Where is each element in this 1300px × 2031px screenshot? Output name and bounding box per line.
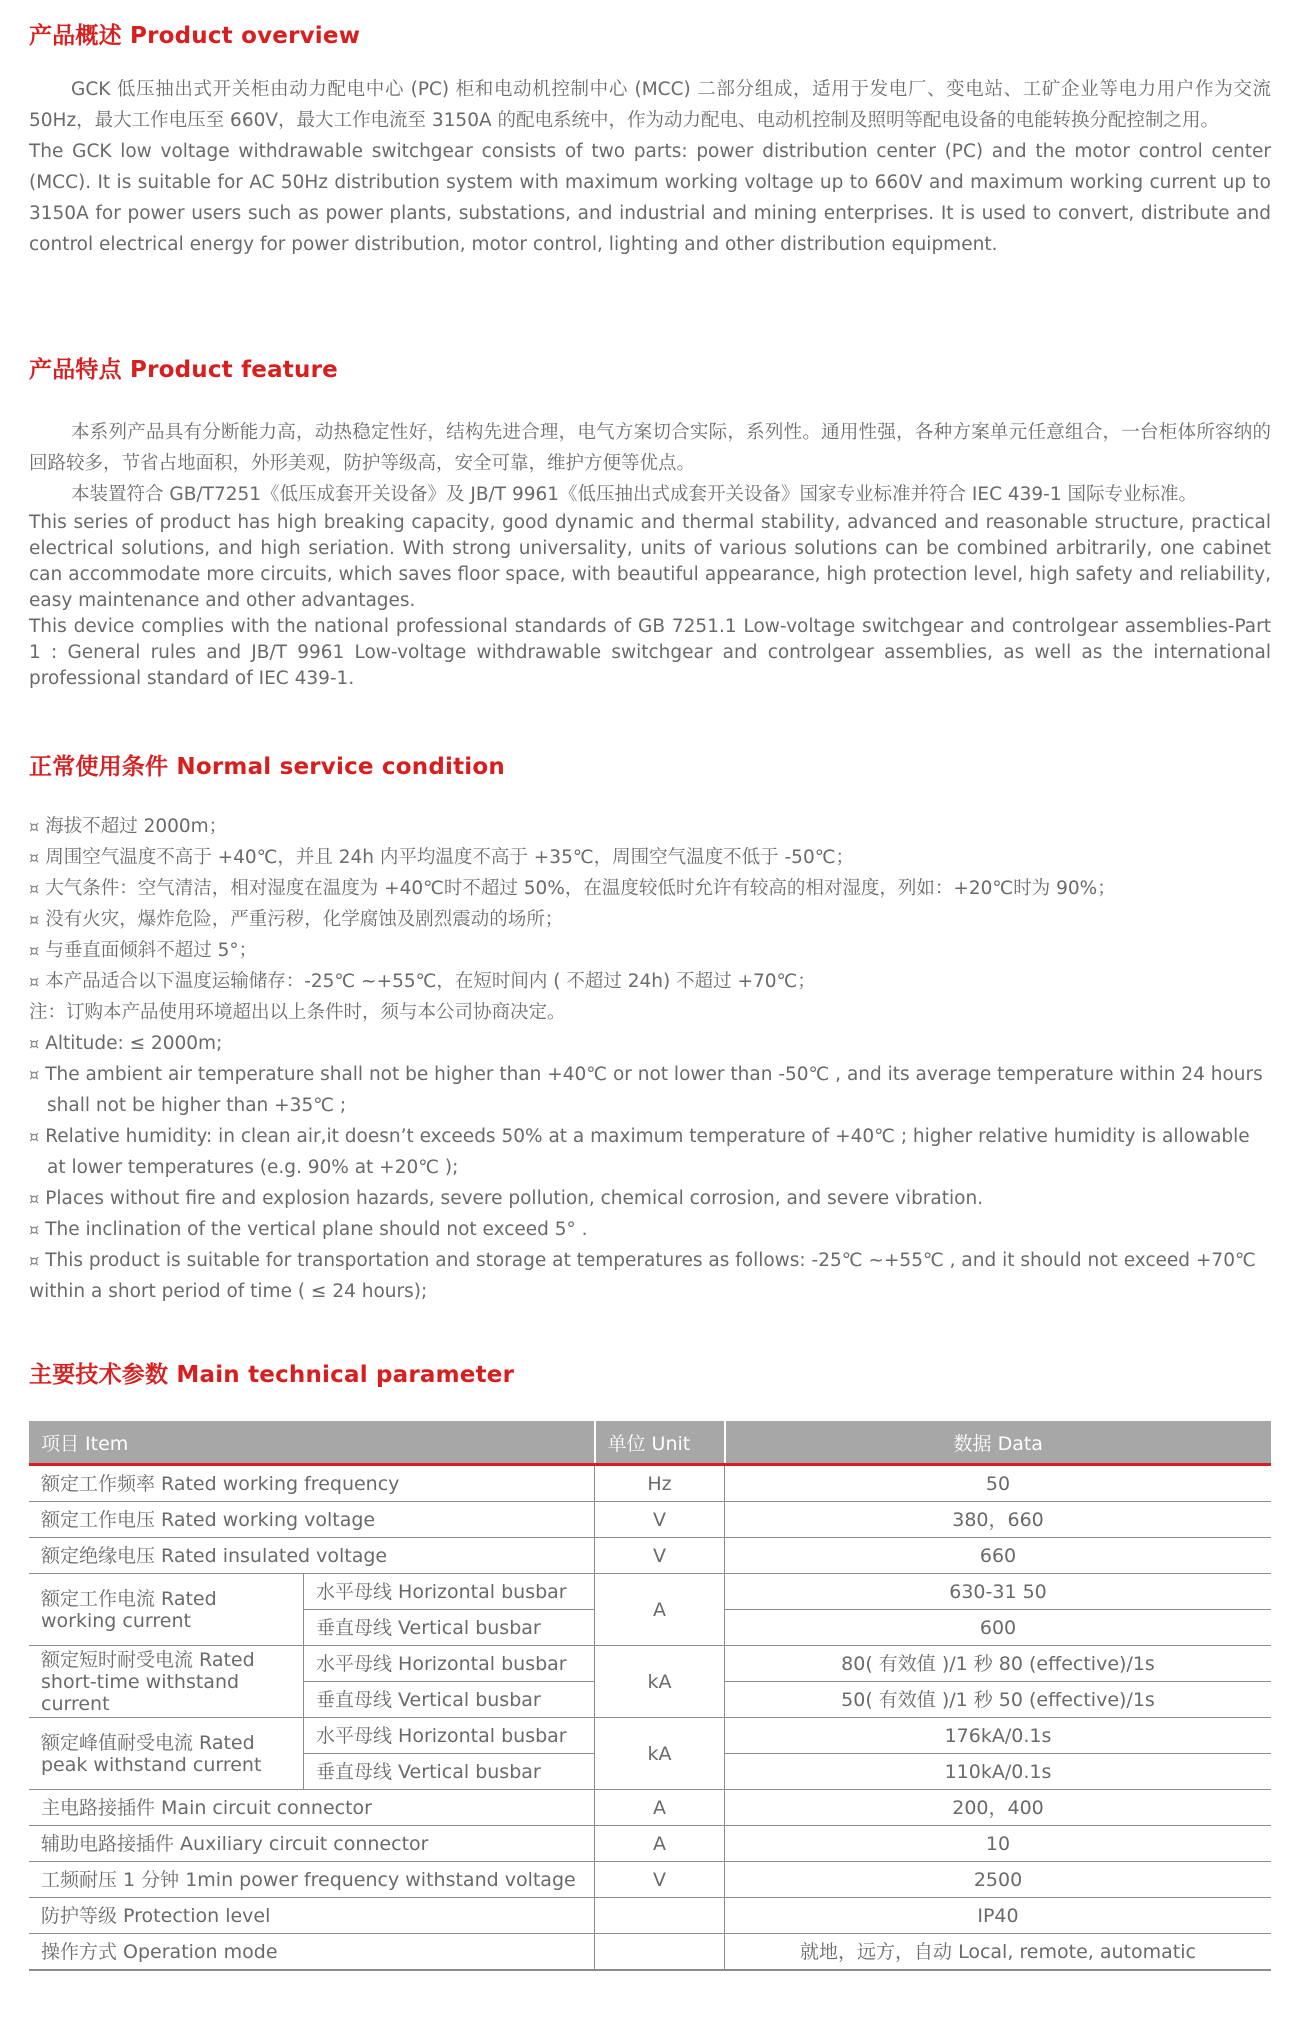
table-row xyxy=(29,1574,1271,1610)
cell-unit: V xyxy=(595,1862,725,1898)
bullet-icon: ¤ xyxy=(29,848,40,867)
condition-en-item: ¤ The ambient air temperature shall not be higher than +40℃ or not lower than -50℃ , and its average temperature within 24 hours shall not be higher than +35℃ ; xyxy=(29,1064,1263,1116)
cell-data: 80( 有效值 )/1 秒 80 (effective)/1s xyxy=(725,1646,1272,1682)
feature-en-text-2: This device complies with the national professional standards of GB 7251.1 Low-voltage switchgear and controlgear assemblies-Part 1 : General rules and JB/T 9961 Low-voltage withdrawable switchgear and controlgear assemblies, as well as the international professional standard of IEC 439-1. xyxy=(29,616,1271,689)
bullet-icon: ¤ xyxy=(29,1220,40,1239)
cell-unit: kA xyxy=(595,1718,725,1790)
params-table xyxy=(29,1421,1271,1971)
condition-cn-note: 注：订购本产品使用环境超出以上条件时，须与本公司协商决定。 xyxy=(29,1002,566,1023)
cell-data: 50 xyxy=(725,1465,1272,1502)
cell-item: 主电路接插件 Main circuit connector xyxy=(29,1790,595,1826)
condition-cn-item: ¤ 本产品适合以下温度运输储存：-25℃ ~+55℃，在短时间内 ( 不超过 24h) 不超过 +70℃； xyxy=(29,971,816,992)
condition-en-item: ¤ This product is suitable for transportation and storage at temperatures as follows: -25℃ ~+55℃ , and it should not exceed +70℃ within a short period of time ( ≤ 24 hours); xyxy=(29,1250,1256,1302)
cell-item: 辅助电路接插件 Auxiliary circuit connector xyxy=(29,1826,595,1862)
condition-heading: 正常使用条件 Normal service condition xyxy=(29,754,505,780)
condition-cn-item: ¤ 大气条件：空气清洁，相对湿度在温度为 +40℃时不超过 50%，在温度较低时允许有较高的相对湿度，列如：+20℃时为 90%； xyxy=(29,878,1116,899)
feature-heading: 产品特点 Product feature xyxy=(29,357,338,383)
condition-en-item: ¤ The inclination of the vertical plane should not exceed 5° . xyxy=(29,1219,588,1240)
condition-cn-item: ¤ 与垂直面倾斜不超过 5°； xyxy=(29,940,258,961)
cell-item: 防护等级 Protection level xyxy=(29,1898,595,1934)
cell-subitem: 水平母线 Horizontal busbar xyxy=(304,1718,595,1754)
params-section xyxy=(29,1357,1271,1393)
overview-heading: 产品概述 Product overview xyxy=(29,23,361,49)
cell-data: 2500 xyxy=(725,1862,1272,1898)
table-header-row xyxy=(29,1421,1271,1465)
cell-data: 200，400 xyxy=(725,1790,1272,1826)
table-row xyxy=(29,1718,1271,1754)
cell-subitem: 垂直母线 Vertical busbar xyxy=(304,1754,595,1790)
bullet-icon: ¤ xyxy=(29,1189,40,1208)
condition-cn-item: ¤ 海拔不超过 2000m； xyxy=(29,816,228,837)
cell-item: 额定工作电流 Rated working current xyxy=(29,1574,304,1646)
header-item: 项目 Item xyxy=(29,1421,595,1465)
cell-subitem: 水平母线 Horizontal busbar xyxy=(304,1646,595,1682)
header-unit: 单位 Unit xyxy=(595,1421,725,1465)
cell-data: 10 xyxy=(725,1826,1272,1862)
cell-data: 就地，远方，自动 Local, remote, automatic xyxy=(725,1934,1272,1971)
cell-unit: A xyxy=(595,1574,725,1646)
cell-unit: A xyxy=(595,1790,725,1826)
cell-item: 额定短时耐受电流 Rated short-time withstand current xyxy=(29,1646,304,1718)
cell-subitem: 垂直母线 Vertical busbar xyxy=(304,1610,595,1646)
cell-subitem: 水平母线 Horizontal busbar xyxy=(304,1574,595,1610)
cell-data: 630-31 50 xyxy=(725,1574,1272,1610)
bullet-icon: ¤ xyxy=(29,879,40,898)
condition-cn-item: ¤ 没有火灾，爆炸危险，严重污秽，化学腐蚀及剧烈震动的场所； xyxy=(29,909,564,930)
table-row xyxy=(29,1790,1271,1826)
bullet-icon: ¤ xyxy=(29,1251,40,1270)
condition-en-item: ¤ Places without fire and explosion hazards, severe pollution, chemical corrosion, and severe vibration. xyxy=(29,1188,984,1209)
condition-en-item: ¤ Altitude: ≤ 2000m; xyxy=(29,1033,223,1054)
bullet-icon: ¤ xyxy=(29,910,40,929)
cell-data: 110kA/0.1s xyxy=(725,1754,1272,1790)
table-row xyxy=(29,1465,1271,1502)
cell-unit: V xyxy=(595,1538,725,1574)
table-row xyxy=(29,1502,1271,1538)
cell-data: IP40 xyxy=(725,1898,1272,1934)
overview-cn-text: GCK 低压抽出式开关柜由动力配电中心 (PC) 柜和电动机控制中心 (MCC) 二部分组成，适用于发电厂、变电站、工矿企业等电力用户作为交流 50Hz，最大工作电压至 660V，最大工作电流至 3150A 的配电系统中，作为动力配电、电动机控制及照明等配电设备的电能转换分配控制之用。 xyxy=(29,79,1271,131)
cell-data: 176kA/0.1s xyxy=(725,1718,1272,1754)
cell-item: 额定工作电压 Rated working voltage xyxy=(29,1502,595,1538)
bullet-icon: ¤ xyxy=(29,1034,40,1053)
cell-data: 380，660 xyxy=(725,1502,1272,1538)
bullet-icon: ¤ xyxy=(29,972,40,991)
cell-subitem: 垂直母线 Vertical busbar xyxy=(304,1682,595,1718)
cell-item: 额定绝缘电压 Rated insulated voltage xyxy=(29,1538,595,1574)
cell-item: 额定峰值耐受电流 Rated peak withstand current xyxy=(29,1718,304,1790)
feature-cn-text-1: 本系列产品具有分断能力高，动热稳定性好，结构先进合理，电气方案切合实际，系列性。通用性强，各种方案单元任意组合，一台柜体所容纳的回路较多，节省占地面积，外形美观，防护等级高，安全可靠，维护方便等优点。 xyxy=(29,422,1271,474)
cell-data: 50( 有效值 )/1 秒 50 (effective)/1s xyxy=(725,1682,1272,1718)
bullet-icon: ¤ xyxy=(29,941,40,960)
overview-en-text: The GCK low voltage withdrawable switchgear consists of two parts: power distribution center (PC) and the motor control center (MCC). It is suitable for AC 50Hz distribution system with maximum working voltage up to 660V and maximum working current up to 3150A for power users such as power plants, substations, and industrial and mining enterprises. It is used to convert, distribute and control electrical energy for power distribution, motor control, lighting and other distribution equipment. xyxy=(29,141,1271,255)
table-row xyxy=(29,1934,1271,1971)
cell-unit: V xyxy=(595,1502,725,1538)
table-row xyxy=(29,1646,1271,1682)
cell-unit: A xyxy=(595,1826,725,1862)
table-row xyxy=(29,1898,1271,1934)
cell-item: 额定工作频率 Rated working frequency xyxy=(29,1465,595,1502)
bullet-icon: ¤ xyxy=(29,1127,40,1146)
feature-cn-text-2: 本装置符合 GB/T7251《低压成套开关设备》及 JB/T 9961《低压抽出式成套开关设备》国家专业标准并符合 IEC 439-1 国际专业标准。 xyxy=(71,484,1198,505)
cell-data: 660 xyxy=(725,1538,1272,1574)
cell-unit xyxy=(595,1898,725,1934)
table-row xyxy=(29,1826,1271,1862)
header-data: 数据 Data xyxy=(725,1421,1272,1465)
condition-en-item: ¤ Relative humidity: in clean air,it doesn’t exceeds 50% at a maximum temperature of +40℃ ; higher relative humidity is allowable at lower temperatures (e.g. 90% at +20℃ ); xyxy=(29,1126,1250,1178)
table-row xyxy=(29,1538,1271,1574)
feature-en-text-1: This series of product has high breaking capacity, good dynamic and thermal stability, advanced and reasonable structure, practical electrical solutions, and high seriation. With strong universality, units of various solutions can be combined arbitrarily, one cabinet can accommodate more circuits, which saves floor space, with beautiful appearance, high protection level, high safety and reliability, easy maintenance and other advantages. xyxy=(29,512,1271,611)
cell-item: 操作方式 Operation mode xyxy=(29,1934,595,1971)
params-heading: 主要技术参数 Main technical parameter xyxy=(29,1362,515,1388)
cell-unit xyxy=(595,1934,725,1971)
feature-section xyxy=(29,352,1271,692)
condition-cn-item: ¤ 周围空气温度不高于 +40℃，并且 24h 内平均温度不高于 +35℃，周围空气温度不低于 -50℃； xyxy=(29,847,854,868)
bullet-icon: ¤ xyxy=(29,817,40,836)
cell-data: 600 xyxy=(725,1610,1272,1646)
cell-item: 工频耐压 1 分钟 1min power frequency withstand voltage xyxy=(29,1862,595,1898)
cell-unit: Hz xyxy=(595,1465,725,1502)
overview-section xyxy=(29,18,1271,260)
bullet-icon: ¤ xyxy=(29,1065,40,1084)
condition-section xyxy=(29,749,1271,1307)
table-row xyxy=(29,1862,1271,1898)
cell-unit: kA xyxy=(595,1646,725,1718)
